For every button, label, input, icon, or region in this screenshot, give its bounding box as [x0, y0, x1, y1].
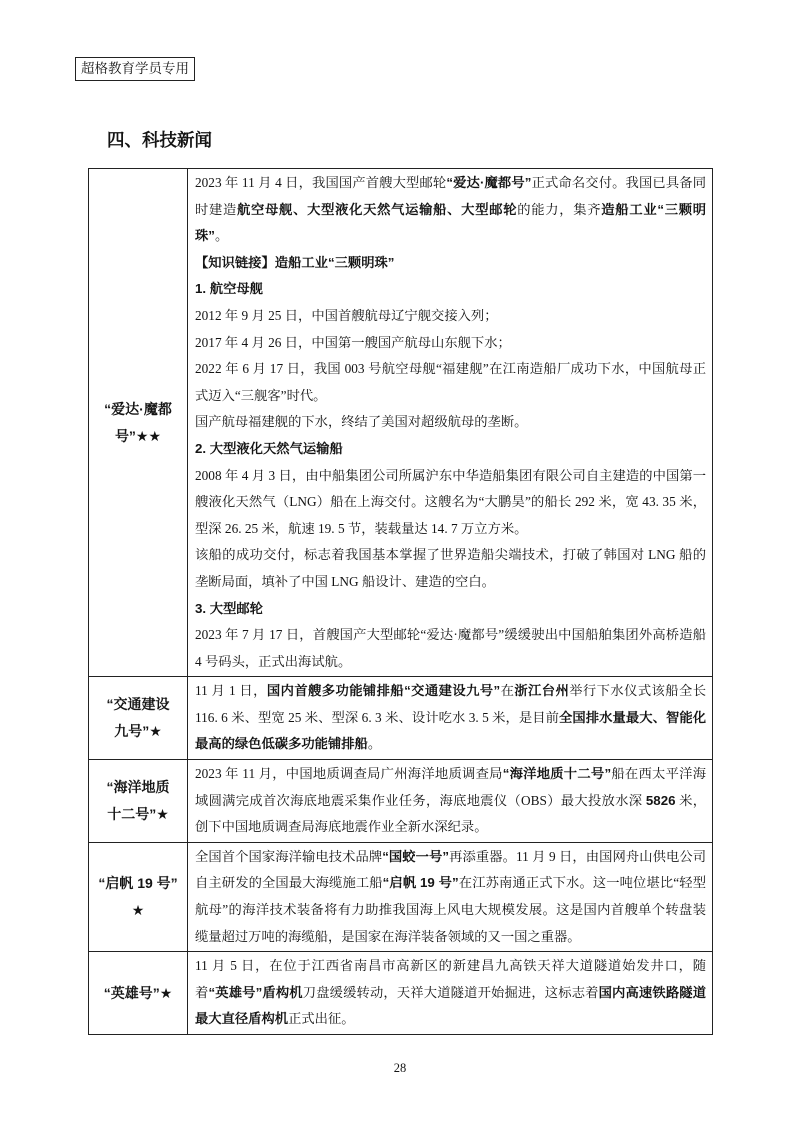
highlight-segment: “英雄号”盾构机	[208, 984, 303, 1000]
highlight-segment: 国内首艘多功能铺排船“交通建设九号”	[266, 683, 501, 699]
text-segment: 正式出征。	[288, 1011, 355, 1027]
text-segment: 。	[367, 736, 382, 752]
text-segment: 2023 年 7 月 17 日，首艘国产大型邮轮“爱达·魔都号”缓缓驶出中国船舶集团外高桥造船 4 号码头，正式出海试航。	[195, 627, 706, 669]
highlight-segment: 【知识链接】造船工业“三颗明珠”	[195, 254, 395, 270]
subheading	[195, 436, 706, 463]
news-table	[88, 168, 713, 1035]
highlight-segment: 全国排水量最大、智能化最高的绿色低碳多功能铺排船	[195, 709, 706, 752]
row-label-line: “启帆 19 号”	[98, 875, 178, 892]
paragraph	[195, 330, 706, 357]
text-segment: 2017 年 4 月 26 日，中国第一艘国产航母山东舰下水；	[195, 334, 511, 350]
text-segment: 该船的成功交付，标志着我国基本掌握了世界造船尖端技术，打破了韩国对 LNG 船的垄断局面，填补了中国 LNG 船设计、建造的空白。	[195, 547, 706, 589]
text-segment: 举行下水仪式该船全长 116. 6 米、型宽 25 米、型深 6. 3 米、设计吃水 3. 5 米，是目前	[195, 683, 707, 725]
paragraph	[195, 953, 706, 1033]
paragraph	[195, 170, 706, 250]
highlight-segment: 3. 大型邮轮	[195, 600, 263, 616]
text-segment: 全国首个国家海洋输电技术品牌	[195, 848, 383, 864]
row-label-line: ★	[131, 902, 145, 919]
text-segment: 米，创下中国地质调查局海底地震作业全新水深纪录。	[195, 792, 706, 835]
row-label	[89, 760, 188, 843]
row-label	[89, 842, 188, 951]
subheading	[195, 276, 706, 303]
highlight-segment: 浙江台州	[514, 683, 570, 699]
row-content	[188, 169, 713, 677]
highlight-segment: 1. 航空母舰	[195, 281, 263, 297]
text-segment: 的能力，集齐	[517, 201, 602, 217]
text-segment: 在江苏南通正式下水。这一吨位堪比“轻型航母”的海洋技术装备将有力助推我国海上风电大规模发展。这是国内首艘单个转盘装缆量超过万吨的海缆船，是国家在海洋装备领域的又一国之重器。	[195, 875, 706, 944]
paragraph	[195, 542, 706, 595]
row-label-line: “海洋地质	[106, 778, 170, 795]
row-content	[188, 677, 713, 760]
text-segment: 再添重器。11 月 9 日，由国网舟山供电公司自主研发的全国最大海缆施工船	[195, 848, 707, 891]
row-label-line: 号”★★	[114, 427, 162, 444]
text-segment: 2008 年 4 月 3 日，由中船集团公司所属沪东中华造船集团有限公司自主建造的中国第一艘液化天然气（LNG）船在上海交付。这艘名为“大鹏昊”的船长 292 米，宽 43. 35 米，型深 26. 25 米，航速 19. 5 节，装载量达 14. 7 万立方米。	[195, 467, 706, 536]
news-row	[89, 952, 713, 1035]
row-content	[188, 760, 713, 843]
highlight-segment: “启帆 19 号”	[382, 875, 459, 891]
text-segment: 刀盘缓缓转动，天祥大道隧道开始掘进，这标志着	[302, 984, 599, 1000]
news-row	[89, 760, 713, 843]
highlight-segment: “海洋地质十二号”	[502, 766, 612, 782]
paragraph	[195, 761, 706, 841]
highlight-segment: “爱达·魔都号”	[446, 175, 532, 190]
highlight-segment: “国蛟一号”	[382, 848, 450, 864]
row-label	[89, 677, 188, 760]
row-label-line: “交通建设	[106, 696, 170, 713]
text-segment: 11 月 1 日，	[195, 683, 267, 699]
text-segment: 2023 年 11 月 4 日，我国国产首艘大型邮轮	[195, 175, 447, 190]
text-segment: 2012 年 9 月 25 日，中国首艘航母辽宁舰交接入列；	[195, 307, 498, 323]
paragraph	[195, 844, 706, 950]
subheading	[195, 596, 706, 623]
news-row	[89, 169, 713, 677]
text-segment: 在	[500, 683, 515, 699]
paragraph	[195, 678, 706, 758]
paragraph	[195, 356, 706, 409]
news-row	[89, 842, 713, 951]
paragraph	[195, 303, 706, 330]
highlight-segment: 2. 大型液化天然气运输船	[195, 440, 343, 456]
header-badge: 超格教育学员专用	[75, 57, 195, 81]
highlight-segment: 造船工业“三颗明珠”	[195, 201, 707, 244]
highlight-segment: 航空母舰、大型液化天然气运输船、大型邮轮	[237, 201, 518, 217]
paragraph	[195, 463, 706, 543]
text-segment: 。	[214, 228, 229, 244]
paragraph	[195, 622, 706, 675]
page-number: 28	[393, 1061, 407, 1075]
news-row	[89, 677, 713, 760]
row-label	[89, 952, 188, 1035]
row-label-line: 十二号”★	[107, 805, 169, 822]
text-segment: 正式命名交付。我国已具备同时建造	[195, 175, 706, 217]
paragraph	[195, 409, 706, 436]
knowledge-link-heading	[195, 250, 706, 277]
text-segment: 2022 年 6 月 17 日，我国 003 号航空母舰“福建舰”在江南造船厂成功下水，中国航母正式迈入“三舰客”时代。	[195, 361, 706, 403]
row-label	[89, 169, 188, 677]
text-segment: 国产航母福建舰的下水，终结了美国对超级航母的垄断。	[195, 414, 528, 430]
row-label-line: “爱达·魔都	[104, 400, 172, 417]
section-title: 四、科技新闻	[107, 130, 212, 150]
row-label-line: 九号”★	[114, 723, 162, 740]
highlight-segment: 5826	[645, 792, 676, 808]
text-segment: 11 月 5 日，在位于江西省南昌市高新区的新建昌九高铁天祥大道隧道始发井口，随着	[195, 958, 706, 1000]
text-segment: 船在西太平洋海域圆满完成首次海底地震采集作业任务，海底地震仪（OBS）最大投放水深	[195, 766, 707, 808]
row-content	[188, 842, 713, 951]
row-label-line: “英雄号”★	[103, 984, 173, 1001]
text-segment: 2023 年 11 月，中国地质调查局广州海洋地质调查局	[195, 766, 503, 782]
highlight-segment: 国内高速铁路隧道最大直径盾构机	[195, 984, 707, 1027]
row-content	[188, 952, 713, 1035]
